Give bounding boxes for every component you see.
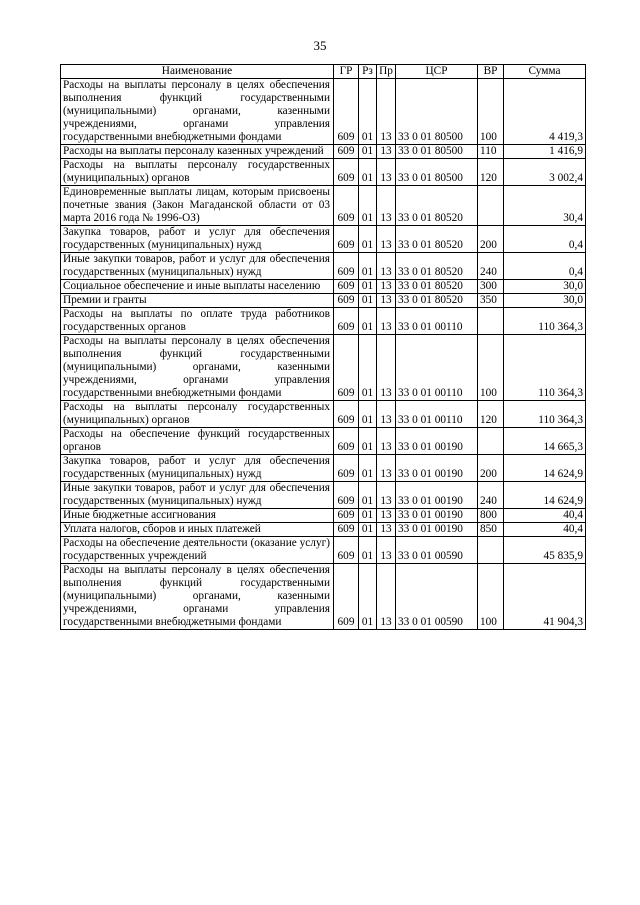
table-row — [61, 308, 586, 335]
row-rz: 01 — [359, 537, 377, 564]
row-vr — [478, 537, 504, 564]
row-csr: 33 0 01 80500 — [396, 159, 478, 186]
row-pr: 13 — [377, 523, 396, 537]
page-number: 35 — [313, 38, 327, 53]
row-name: Расходы на выплаты персоналу в целях обеспечения выполнения функций государственными (муниципальными) органами, казенными учреждениями, органами управления государственными внебюджетными фондами — [61, 335, 334, 401]
row-pr: 13 — [377, 159, 396, 186]
header-csr: ЦСР — [396, 65, 478, 79]
row-sum: 40,4 — [504, 509, 586, 523]
row-pr: 13 — [377, 253, 396, 280]
table-row — [61, 401, 586, 428]
table-row — [61, 523, 586, 537]
table-row — [61, 455, 586, 482]
row-gr: 609 — [334, 401, 359, 428]
table-row — [61, 428, 586, 455]
row-rz: 01 — [359, 294, 377, 308]
row-sum: 30,0 — [504, 280, 586, 294]
row-name: Расходы на выплаты персоналу государственных (муниципальных) органов — [61, 401, 334, 428]
row-csr: 33 0 01 00190 — [396, 455, 478, 482]
row-sum: 110 364,3 — [504, 401, 586, 428]
row-gr: 609 — [334, 280, 359, 294]
row-gr: 609 — [334, 253, 359, 280]
row-pr: 13 — [377, 280, 396, 294]
row-gr: 609 — [334, 186, 359, 226]
row-sum: 40,4 — [504, 523, 586, 537]
row-csr: 33 0 01 80520 — [396, 226, 478, 253]
header-name: Наименование — [61, 65, 334, 79]
row-pr: 13 — [377, 455, 396, 482]
row-pr: 13 — [377, 226, 396, 253]
row-csr: 33 0 01 80520 — [396, 294, 478, 308]
row-sum: 110 364,3 — [504, 335, 586, 401]
row-sum: 0,4 — [504, 253, 586, 280]
row-name: Иные закупки товаров, работ и услуг для обеспечения государственных (муниципальных) нужд — [61, 253, 334, 280]
table-row — [61, 564, 586, 630]
row-sum: 3 002,4 — [504, 159, 586, 186]
row-pr: 13 — [377, 537, 396, 564]
row-sum: 14 624,9 — [504, 455, 586, 482]
row-rz: 01 — [359, 308, 377, 335]
row-csr: 33 0 01 80500 — [396, 145, 478, 159]
row-pr: 13 — [377, 186, 396, 226]
row-csr: 33 0 01 00110 — [396, 335, 478, 401]
row-vr — [478, 308, 504, 335]
row-sum: 4 419,3 — [504, 79, 586, 145]
row-rz: 01 — [359, 79, 377, 145]
row-name: Расходы на выплаты персоналу казенных учреждений — [61, 145, 334, 159]
row-vr: 100 — [478, 335, 504, 401]
row-rz: 01 — [359, 428, 377, 455]
row-csr: 33 0 01 00190 — [396, 523, 478, 537]
row-pr: 13 — [377, 401, 396, 428]
row-gr: 609 — [334, 145, 359, 159]
row-sum: 30,4 — [504, 186, 586, 226]
row-gr: 609 — [334, 523, 359, 537]
row-csr: 33 0 01 00590 — [396, 564, 478, 630]
table-header-row — [61, 65, 586, 79]
row-pr: 13 — [377, 79, 396, 145]
row-pr: 13 — [377, 428, 396, 455]
row-rz: 01 — [359, 253, 377, 280]
row-gr: 609 — [334, 428, 359, 455]
table-row — [61, 294, 586, 308]
header-rz: Рз — [359, 65, 377, 79]
row-vr — [478, 186, 504, 226]
row-gr: 609 — [334, 79, 359, 145]
row-sum: 110 364,3 — [504, 308, 586, 335]
row-gr: 609 — [334, 537, 359, 564]
table-row — [61, 253, 586, 280]
row-gr: 609 — [334, 455, 359, 482]
row-vr: 300 — [478, 280, 504, 294]
row-rz: 01 — [359, 145, 377, 159]
row-name: Премии и гранты — [61, 294, 334, 308]
budget-table — [60, 64, 586, 630]
row-name: Расходы на обеспечение функций государственных органов — [61, 428, 334, 455]
row-rz: 01 — [359, 335, 377, 401]
table-row — [61, 509, 586, 523]
row-pr: 13 — [377, 482, 396, 509]
row-rz: 01 — [359, 186, 377, 226]
row-vr: 100 — [478, 564, 504, 630]
row-gr: 609 — [334, 564, 359, 630]
row-name: Расходы на выплаты персоналу в целях обеспечения выполнения функций государственными (муниципальными) органами, казенными учреждениями, органами управления государственными внебюджетными фондами — [61, 79, 334, 145]
row-rz: 01 — [359, 564, 377, 630]
row-vr: 100 — [478, 79, 504, 145]
row-name: Иные закупки товаров, работ и услуг для обеспечения государственных (муниципальных) нужд — [61, 482, 334, 509]
row-name: Расходы на выплаты по оплате труда работников государственных органов — [61, 308, 334, 335]
row-sum: 14 624,9 — [504, 482, 586, 509]
row-gr: 609 — [334, 294, 359, 308]
table-row — [61, 226, 586, 253]
row-sum: 30,0 — [504, 294, 586, 308]
row-rz: 01 — [359, 509, 377, 523]
row-csr: 33 0 01 00590 — [396, 537, 478, 564]
row-csr: 33 0 01 80520 — [396, 280, 478, 294]
table-row — [61, 335, 586, 401]
row-pr: 13 — [377, 308, 396, 335]
row-vr: 120 — [478, 401, 504, 428]
row-gr: 609 — [334, 159, 359, 186]
row-gr: 609 — [334, 308, 359, 335]
table-body — [61, 79, 586, 630]
row-name: Расходы на обеспечение деятельности (оказание услуг) государственных учреждений — [61, 537, 334, 564]
header-sum: Сумма — [504, 65, 586, 79]
row-gr: 609 — [334, 482, 359, 509]
table-row — [61, 537, 586, 564]
row-rz: 01 — [359, 401, 377, 428]
row-sum: 41 904,3 — [504, 564, 586, 630]
row-vr: 110 — [478, 145, 504, 159]
row-pr: 13 — [377, 509, 396, 523]
row-rz: 01 — [359, 280, 377, 294]
row-gr: 609 — [334, 226, 359, 253]
row-pr: 13 — [377, 294, 396, 308]
row-gr: 609 — [334, 335, 359, 401]
row-csr: 33 0 01 00190 — [396, 509, 478, 523]
row-vr: 200 — [478, 226, 504, 253]
header-pr: Пр — [377, 65, 396, 79]
table-row — [61, 186, 586, 226]
row-pr: 13 — [377, 145, 396, 159]
row-name: Закупка товаров, работ и услуг для обеспечения государственных (муниципальных) нужд — [61, 226, 334, 253]
row-name: Единовременные выплаты лицам, которым присвоены почетные звания (Закон Магаданской области от 03 марта 2016 года № 1996-ОЗ) — [61, 186, 334, 226]
row-sum: 45 835,9 — [504, 537, 586, 564]
row-sum: 14 665,3 — [504, 428, 586, 455]
row-vr: 240 — [478, 482, 504, 509]
row-rz: 01 — [359, 455, 377, 482]
row-vr: 240 — [478, 253, 504, 280]
row-csr: 33 0 01 00110 — [396, 308, 478, 335]
row-gr: 609 — [334, 509, 359, 523]
row-vr: 800 — [478, 509, 504, 523]
table-row — [61, 159, 586, 186]
table-row — [61, 145, 586, 159]
row-vr: 350 — [478, 294, 504, 308]
row-pr: 13 — [377, 564, 396, 630]
row-csr: 33 0 01 80520 — [396, 186, 478, 226]
row-csr: 33 0 01 00190 — [396, 428, 478, 455]
row-pr: 13 — [377, 335, 396, 401]
row-name: Социальное обеспечение и иные выплаты населению — [61, 280, 334, 294]
row-rz: 01 — [359, 482, 377, 509]
row-name: Уплата налогов, сборов и иных платежей — [61, 523, 334, 537]
header-vr: ВР — [478, 65, 504, 79]
row-vr — [478, 428, 504, 455]
row-csr: 33 0 01 80520 — [396, 253, 478, 280]
row-sum: 1 416,9 — [504, 145, 586, 159]
table-row — [61, 79, 586, 145]
row-vr: 850 — [478, 523, 504, 537]
row-sum: 0,4 — [504, 226, 586, 253]
table-row — [61, 482, 586, 509]
row-name: Закупка товаров, работ и услуг для обеспечения государственных (муниципальных) нужд — [61, 455, 334, 482]
row-rz: 01 — [359, 226, 377, 253]
row-csr: 33 0 01 00110 — [396, 401, 478, 428]
row-vr: 120 — [478, 159, 504, 186]
row-csr: 33 0 01 00190 — [396, 482, 478, 509]
row-rz: 01 — [359, 523, 377, 537]
row-name: Расходы на выплаты персоналу в целях обеспечения выполнения функций государственными (муниципальными) органами, казенными учреждениями, органами управления государственными внебюджетными фондами — [61, 564, 334, 630]
row-rz: 01 — [359, 159, 377, 186]
header-gr: ГР — [334, 65, 359, 79]
row-name: Иные бюджетные ассигнования — [61, 509, 334, 523]
row-name: Расходы на выплаты персоналу государственных (муниципальных) органов — [61, 159, 334, 186]
table-row — [61, 280, 586, 294]
row-csr: 33 0 01 80500 — [396, 79, 478, 145]
row-vr: 200 — [478, 455, 504, 482]
